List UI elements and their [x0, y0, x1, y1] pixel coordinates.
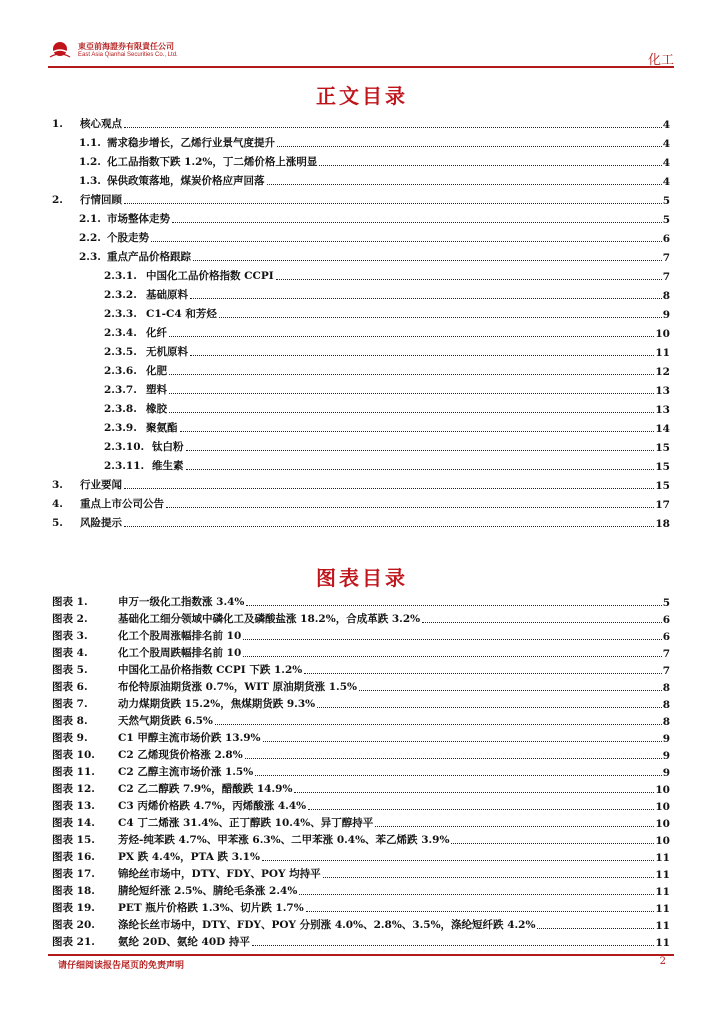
toc-entry[interactable] — [52, 416, 670, 435]
toc-leader-dots — [124, 488, 654, 489]
figure-entry-id: 图表 15. — [52, 834, 95, 846]
figure-entry-label: C2 乙烯现货价格涨 2.8% — [118, 749, 243, 761]
figure-entry-id: 图表 7. — [52, 698, 88, 710]
toc-entry[interactable] — [52, 112, 670, 131]
toc-title: 正文目录 — [316, 84, 408, 108]
figure-page-number: 10 — [655, 818, 670, 830]
brand-name-en: East Asia Qianhai Securities Co., Ltd. — [78, 52, 178, 58]
figure-entry[interactable] — [52, 745, 670, 762]
toc-leader-dots — [219, 317, 662, 318]
figure-entry-label: C2 乙二醇跌 7.9%，醋酸跌 14.9% — [118, 783, 293, 795]
figure-page-number: 11 — [655, 903, 670, 915]
toc-leader-dots — [124, 127, 662, 128]
toc-page-number: 7 — [662, 271, 670, 283]
toc-page-number: 13 — [655, 404, 670, 416]
figure-entry-id: 图表 20. — [52, 919, 95, 931]
figure-page-number: 8 — [662, 682, 670, 694]
brand-name-cn: 東亞前海證券有限責任公司 — [78, 42, 174, 51]
toc-leader-dots — [172, 222, 662, 223]
toc-entry-text: 维生素 — [152, 460, 184, 472]
toc-entry-label — [104, 363, 169, 378]
toc-entry-text: C1-C4 和芳烃 — [146, 308, 217, 320]
figure-entry-label: 芳烃-纯苯跌 4.7%、甲苯涨 6.3%、二甲苯涨 0.4%、苯乙烯跌 3.9% — [118, 834, 450, 846]
toc-entry-number: 2.3.1. — [104, 270, 137, 282]
figure-entry-id: 图表 4. — [52, 647, 88, 659]
figure-entry-label: 化工个股周涨幅排名前 10 — [118, 630, 242, 642]
figure-leader-dots — [422, 622, 662, 623]
figure-entry-id: 图表 6. — [52, 681, 88, 693]
toc-page-number: 14 — [655, 423, 670, 435]
figure-leader-dots — [537, 928, 654, 929]
toc-entry[interactable] — [52, 492, 670, 511]
toc-entry-number: 2.3.3. — [104, 308, 137, 320]
figure-entry-label: 涤纶长丝市场中，DTY、FDY、POY 分别涨 4.0%、2.8%、3.5%，涤纶短纤跌 4.2% — [118, 919, 536, 931]
figure-entry-label: C1 甲醇主流市场价跌 13.9% — [118, 732, 261, 744]
figure-leader-dots — [306, 911, 655, 912]
figure-page-number: 7 — [662, 665, 670, 677]
figure-entry[interactable] — [52, 830, 670, 847]
figure-entry[interactable] — [52, 932, 670, 949]
toc-entry-text: 橡胶 — [146, 403, 167, 415]
toc-leader-dots — [180, 431, 655, 432]
toc-entry-number: 2.3. — [79, 251, 101, 263]
toc-entry-number: 2.3.9. — [104, 422, 137, 434]
toc-entry-label — [79, 211, 172, 226]
figure-entry-id: 图表 17. — [52, 868, 95, 880]
toc-entry-number: 2.3.8. — [104, 403, 137, 415]
figure-page-number: 11 — [655, 937, 670, 949]
toc-entry-label — [52, 496, 166, 511]
toc-entry[interactable] — [52, 264, 670, 283]
figure-entry[interactable] — [52, 711, 670, 728]
figure-entry-label: C4 丁二烯涨 31.4%、正丁醇跌 10.4%、异丁醇持平 — [118, 817, 374, 829]
toc-page-number: 15 — [655, 442, 670, 454]
figure-entry[interactable] — [52, 643, 670, 660]
figure-leader-dots — [243, 656, 661, 657]
toc-page-number: 4 — [662, 176, 670, 188]
toc-leader-dots — [151, 241, 662, 242]
figure-page-number: 10 — [655, 835, 670, 847]
toc-entry-text: 基础原料 — [146, 289, 188, 301]
toc-page-number: 4 — [662, 157, 670, 169]
figure-entry-label: 中国化工品价格指数 CCPI 下跌 1.2% — [118, 664, 303, 676]
figure-entry[interactable] — [52, 796, 670, 813]
toc-entry[interactable] — [52, 245, 670, 264]
toc-entry[interactable] — [52, 454, 670, 473]
figure-leader-dots — [451, 843, 654, 844]
figure-entry-label: 氨纶 20D、氨纶 40D 持平 — [118, 936, 250, 948]
toc-leader-dots — [193, 260, 662, 261]
figure-page-number: 9 — [662, 733, 670, 745]
figure-leader-dots — [252, 945, 654, 946]
toc-entry-label — [79, 154, 319, 169]
figure-leader-dots — [246, 605, 661, 606]
toc-leader-dots — [186, 450, 655, 451]
figure-entry-label: 天然气期货跌 6.5% — [118, 715, 213, 727]
toc-entry[interactable] — [52, 188, 670, 207]
toc-page-number: 11 — [655, 347, 670, 359]
toc-leader-dots — [124, 526, 654, 527]
toc-entry[interactable] — [52, 207, 670, 226]
figure-page-number: 11 — [655, 852, 670, 864]
toc-entry-label — [52, 192, 124, 207]
figure-entry-id: 图表 3. — [52, 630, 88, 642]
figure-entry[interactable] — [52, 915, 670, 932]
toc-entry-label — [79, 173, 267, 188]
toc-leader-dots — [169, 393, 654, 394]
toc-page-number: 9 — [662, 309, 670, 321]
sector-label: 化工 — [647, 53, 674, 68]
toc-entry-text: 行业要闻 — [80, 479, 122, 491]
figure-entry-label: 锦纶丝市场中，DTY、FDY、POY 均持平 — [118, 868, 321, 880]
toc-page-number: 4 — [662, 138, 670, 150]
figure-page-number: 6 — [662, 631, 670, 643]
toc-entry-text: 中国化工品价格指数 CCPI — [146, 270, 274, 282]
figure-entry-label: 化工个股周跌幅排名前 10 — [118, 647, 242, 659]
toc-entry-number: 4. — [52, 498, 63, 510]
figure-entry[interactable] — [52, 898, 670, 915]
toc-leader-dots — [166, 507, 654, 508]
toc-entry-number: 2.2. — [79, 232, 101, 244]
footer-disclaimer: 请仔细阅读报告尾页的免责声明 — [58, 961, 185, 971]
figure-leader-dots — [299, 894, 654, 895]
figure-leader-dots — [323, 877, 655, 878]
toc-leader-dots — [169, 374, 654, 375]
figure-entry[interactable] — [52, 626, 670, 643]
toc-leader-dots — [169, 412, 654, 413]
figure-page-number: 9 — [662, 767, 670, 779]
toc-entry-text: 化工品指数下跌 1.2%，丁二烯价格上涨明显 — [107, 156, 318, 168]
toc-entry-number: 2.3.5. — [104, 346, 137, 358]
toc-leader-dots — [190, 298, 662, 299]
toc-entry-text: 钛白粉 — [152, 441, 184, 453]
toc-leader-dots — [169, 336, 654, 337]
toc-entry-text: 重点上市公司公告 — [80, 498, 164, 510]
toc-entry-label — [104, 306, 219, 321]
toc-entry-text: 个股走势 — [107, 232, 149, 244]
toc-page-number: 8 — [662, 290, 670, 302]
figure-entry-id: 图表 9. — [52, 732, 88, 744]
toc-entry[interactable] — [52, 473, 670, 492]
figure-entry[interactable] — [52, 779, 670, 796]
toc-entry-number: 2.3.10. — [104, 441, 145, 453]
toc-entry-number: 3. — [52, 479, 63, 491]
toc-page-number: 12 — [655, 366, 670, 378]
toc-entry-number: 1. — [52, 118, 63, 130]
toc-entry-number: 2.3.6. — [104, 365, 137, 377]
toc-page-number: 6 — [662, 233, 670, 245]
toc-entry-label — [79, 249, 193, 264]
toc-page-number: 13 — [655, 385, 670, 397]
figure-entry-label: 布伦特原油期货涨 0.7%，WIT 原油期货涨 1.5% — [118, 681, 357, 693]
toc-entry-number: 1.1. — [79, 137, 101, 149]
toc-entry[interactable] — [52, 302, 670, 321]
page-number: 2 — [659, 956, 666, 967]
toc-page-number: 7 — [662, 252, 670, 264]
figure-page-number: 5 — [662, 597, 670, 609]
toc-entry-text: 行情回顾 — [80, 194, 122, 206]
toc-leader-dots — [319, 165, 661, 166]
toc-leader-dots — [124, 203, 662, 204]
figure-entry[interactable] — [52, 694, 670, 711]
figure-entry-id: 图表 10. — [52, 749, 95, 761]
toc-entry-number: 5. — [52, 517, 63, 529]
toc-entry-number: 2.3.2. — [104, 289, 137, 301]
toc-entry-text: 核心观点 — [80, 118, 122, 130]
figure-entry-id: 图表 16. — [52, 851, 95, 863]
toc-entry-label — [104, 420, 180, 435]
toc-entry[interactable] — [52, 169, 670, 188]
figure-page-number: 7 — [662, 648, 670, 660]
figure-entry-label: 申万一级化工指数涨 3.4% — [118, 596, 245, 608]
toc-entry-label — [104, 287, 190, 302]
toc-entry-label — [79, 230, 151, 245]
toc-entry-number: 1.2. — [79, 156, 101, 168]
figure-page-number: 10 — [655, 784, 670, 796]
toc-entry-text: 无机原料 — [146, 346, 188, 358]
figure-leader-dots — [308, 809, 654, 810]
figure-page-number: 10 — [655, 801, 670, 813]
toc-entry-text: 风险提示 — [80, 517, 122, 529]
toc-entry-number: 2.3.4. — [104, 327, 137, 339]
company-logo-icon — [48, 40, 72, 60]
toc-entry-label — [104, 439, 186, 454]
figure-entry-label: 基础化工细分领域中磷化工及磷酸盐涨 18.2%，合成革跌 3.2% — [118, 613, 421, 625]
figure-list-title: 图表目录 — [316, 566, 408, 590]
figure-entry[interactable] — [52, 609, 670, 626]
figure-list — [52, 592, 670, 949]
toc-entry-label — [79, 135, 277, 150]
figure-entry-id: 图表 19. — [52, 902, 95, 914]
figure-entry[interactable] — [52, 592, 670, 609]
toc-entry[interactable] — [52, 150, 670, 169]
figure-entry-id: 图表 14. — [52, 817, 95, 829]
figure-leader-dots — [262, 860, 654, 861]
toc-entry[interactable] — [52, 511, 670, 530]
figure-page-number: 8 — [662, 716, 670, 728]
figure-entry-id: 图表 21. — [52, 936, 95, 948]
toc-page-number: 10 — [655, 328, 670, 340]
toc-entry-label — [104, 401, 169, 416]
figure-leader-dots — [215, 724, 662, 725]
toc-entry-text: 重点产品价格跟踪 — [107, 251, 191, 263]
figure-entry[interactable] — [52, 881, 670, 898]
toc-entry-text: 化肥 — [146, 365, 167, 377]
toc-entry-text: 需求稳步增长，乙烯行业景气度提升 — [107, 137, 275, 149]
figure-entry[interactable] — [52, 762, 670, 779]
toc-page-number: 15 — [655, 480, 670, 492]
toc-leader-dots — [186, 469, 655, 470]
figure-entry[interactable] — [52, 813, 670, 830]
figure-leader-dots — [243, 639, 661, 640]
toc-leader-dots — [277, 146, 662, 147]
figure-entry-id: 图表 13. — [52, 800, 95, 812]
figure-entry-id: 图表 11. — [52, 766, 95, 778]
toc-page-number: 17 — [655, 499, 670, 511]
toc-entry[interactable] — [52, 131, 670, 150]
toc-entry-text: 保供政策落地，煤炭价格应声回落 — [107, 175, 265, 187]
toc-list — [52, 112, 670, 530]
figure-entry[interactable] — [52, 660, 670, 677]
toc-entry-text: 化纤 — [146, 327, 167, 339]
figure-entry-id: 图表 18. — [52, 885, 95, 897]
figure-leader-dots — [255, 775, 661, 776]
figure-leader-dots — [263, 741, 662, 742]
toc-entry[interactable] — [52, 226, 670, 245]
toc-entry-label — [52, 477, 124, 492]
toc-entry-text: 市场整体走势 — [107, 213, 170, 225]
toc-leader-dots — [267, 184, 662, 185]
figure-entry[interactable] — [52, 847, 670, 864]
toc-page-number: 5 — [662, 214, 670, 226]
toc-page-number: 18 — [655, 518, 670, 530]
toc-entry-label — [52, 116, 124, 131]
toc-entry[interactable] — [52, 359, 670, 378]
header-divider — [48, 66, 674, 68]
figure-entry-id: 图表 2. — [52, 613, 88, 625]
figure-leader-dots — [359, 690, 662, 691]
figure-entry-label: 动力煤期货跌 15.2%，焦煤期货跌 9.3% — [118, 698, 316, 710]
figure-page-number: 6 — [662, 614, 670, 626]
figure-entry-id: 图表 8. — [52, 715, 88, 727]
figure-entry-label: 腈纶短纤涨 2.5%、腈纶毛条涨 2.4% — [118, 885, 298, 897]
figure-page-number: 9 — [662, 750, 670, 762]
figure-entry[interactable] — [52, 728, 670, 745]
toc-entry-text: 聚氨酯 — [146, 422, 178, 434]
toc-entry-number: 1.3. — [79, 175, 101, 187]
figure-leader-dots — [294, 792, 654, 793]
figure-page-number: 11 — [655, 886, 670, 898]
toc-entry-label — [104, 344, 190, 359]
figure-page-number: 8 — [662, 699, 670, 711]
toc-entry-label — [104, 382, 169, 397]
toc-entry[interactable] — [52, 397, 670, 416]
figure-page-number: 11 — [655, 869, 670, 881]
figure-entry-label: C3 丙烯价格跌 4.7%，丙烯酸涨 4.4% — [118, 800, 307, 812]
toc-leader-dots — [190, 355, 654, 356]
toc-entry[interactable] — [52, 283, 670, 302]
toc-entry-label — [104, 458, 186, 473]
toc-leader-dots — [276, 279, 662, 280]
figure-leader-dots — [304, 673, 661, 674]
toc-entry-label — [104, 268, 276, 283]
toc-entry-number: 2. — [52, 194, 63, 206]
page-header — [0, 0, 724, 70]
figure-entry-label: PET 瓶片价格跌 1.3%、切片跌 1.7% — [118, 902, 304, 914]
figure-entry-id: 图表 12. — [52, 783, 95, 795]
toc-entry-number: 2.1. — [79, 213, 101, 225]
toc-entry-number: 2.3.11. — [104, 460, 145, 472]
toc-entry-text: 塑料 — [146, 384, 167, 396]
toc-page-number: 15 — [655, 461, 670, 473]
figure-leader-dots — [317, 707, 662, 708]
toc-entry[interactable] — [52, 340, 670, 359]
figure-entry-label: C2 乙醇主流市场价涨 1.5% — [118, 766, 254, 778]
footer-divider — [48, 954, 674, 956]
toc-entry[interactable] — [52, 378, 670, 397]
figure-leader-dots — [245, 758, 662, 759]
figure-entry-label: PX 跌 4.4%，PTA 跌 3.1% — [118, 851, 260, 863]
toc-entry[interactable] — [52, 321, 670, 340]
figure-entry[interactable] — [52, 677, 670, 694]
toc-entry-label — [52, 515, 124, 530]
toc-entry-number: 2.3.7. — [104, 384, 137, 396]
figure-entry-id: 图表 1. — [52, 596, 88, 608]
toc-entry[interactable] — [52, 435, 670, 454]
figure-entry-id: 图表 5. — [52, 664, 88, 676]
figure-leader-dots — [375, 826, 654, 827]
figure-page-number: 11 — [655, 920, 670, 932]
toc-page-number: 4 — [662, 119, 670, 131]
toc-page-number: 5 — [662, 195, 670, 207]
figure-entry[interactable] — [52, 864, 670, 881]
toc-entry-label — [104, 325, 169, 340]
